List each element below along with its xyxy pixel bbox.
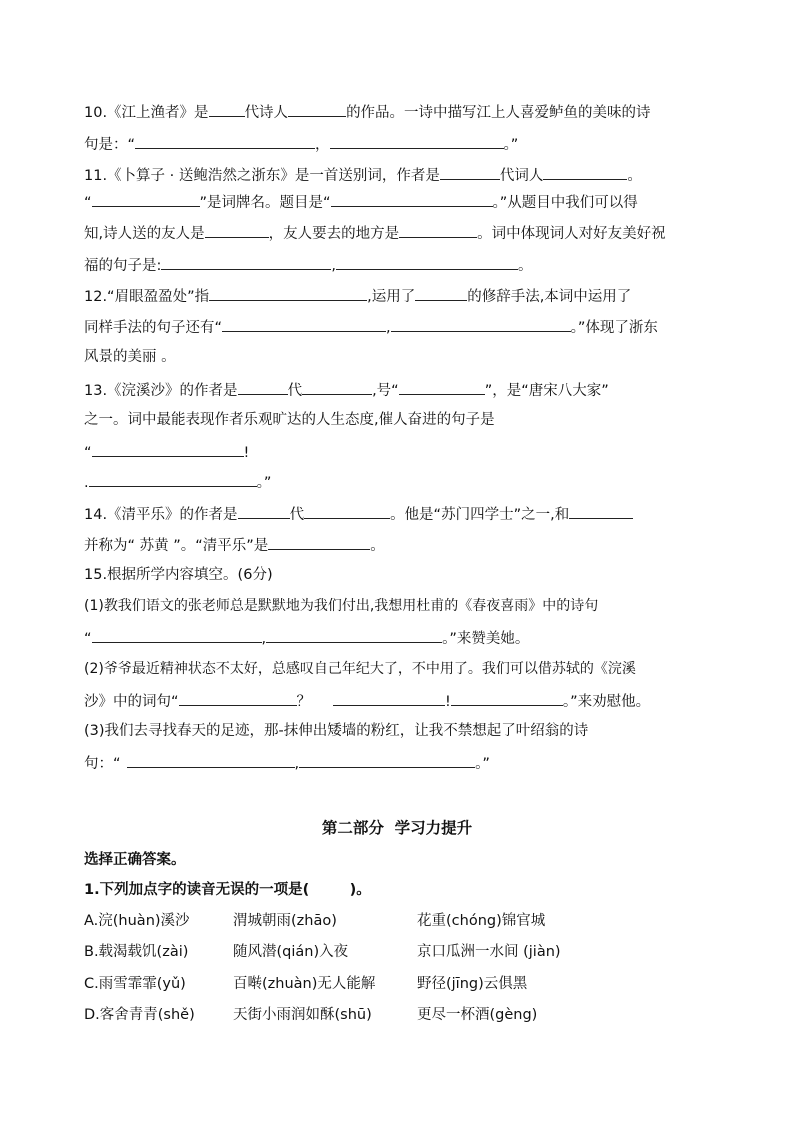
text: 知,诗人送的友人是	[84, 226, 205, 242]
option-b-col-2: 随风潜(qián)入夜	[233, 944, 349, 960]
answer-blank[interactable]	[440, 164, 500, 180]
text: 。”来劝慰他。	[562, 694, 651, 710]
question-15-2-line-2	[84, 690, 724, 712]
text: 并称为“ 苏黄 ”。“清平乐”是	[84, 538, 269, 554]
text: .	[84, 475, 89, 491]
question-15-2-line-1	[84, 659, 724, 679]
text: 代词人	[499, 168, 544, 184]
option-a-col-2: 渭城朝雨(zhāo)	[233, 913, 337, 929]
text: 15.根据所学内容填空。(6分)	[84, 567, 273, 583]
answer-blank[interactable]	[135, 133, 315, 149]
text: ？	[296, 694, 312, 710]
text: 。”	[475, 756, 490, 772]
option-b-col-3: 京口瓜洲一水间 (jiàn)	[417, 944, 561, 960]
question-10-line-1	[84, 101, 724, 123]
answer-blank[interactable]	[569, 503, 633, 519]
text: 的修辞手法,本词中运用了	[467, 289, 632, 305]
text: ,运用了	[367, 289, 416, 305]
answer-blank[interactable]	[205, 222, 269, 238]
text: 。	[518, 258, 533, 274]
question-13-line-1	[84, 379, 724, 401]
text: 。”	[503, 137, 519, 153]
answer-blank[interactable]	[209, 101, 245, 117]
text: 代	[287, 383, 303, 399]
question-12-line-3	[84, 347, 724, 367]
text: 沙》中的词句“	[84, 694, 179, 710]
text: 。”来赞美她。	[442, 631, 530, 647]
answer-blank[interactable]	[391, 316, 571, 332]
text: 11.《卜算子 · 送鲍浩然之浙东》是一首送别词，作者是	[84, 168, 440, 184]
answer-blank[interactable]	[92, 191, 200, 207]
answer-blank[interactable]	[288, 101, 346, 117]
text: ，	[315, 137, 330, 153]
answer-blank[interactable]	[299, 752, 475, 768]
option-d-col-3: 更尽一杯酒(gèng)	[417, 1007, 538, 1023]
answer-blank[interactable]	[451, 690, 563, 706]
text: ”是词牌名。题目是“	[199, 195, 331, 211]
text: 福的句子是:	[84, 258, 162, 274]
text: “	[84, 445, 92, 461]
text: 同样手法的句子还有“	[84, 320, 223, 336]
text: 句是：“	[84, 137, 136, 153]
answer-blank[interactable]	[302, 379, 372, 395]
text: ，友人要去的地方是	[268, 226, 400, 242]
section-instruction: 选择正确答案。	[84, 852, 186, 868]
option-c-col-1[interactable]: C.雨雪霏霏(yǔ)	[84, 976, 186, 992]
text: 。他是“苏门四学士”之一,和	[390, 507, 570, 523]
question-12-line-2	[84, 316, 724, 338]
answer-blank[interactable]	[266, 627, 442, 643]
option-a-col-1[interactable]: A.浣(huàn)溪沙	[84, 913, 190, 929]
answer-blank[interactable]	[209, 285, 367, 301]
question-13-line-3	[84, 441, 724, 463]
answer-blank[interactable]	[304, 503, 390, 519]
answer-blank[interactable]	[161, 254, 331, 270]
answer-blank[interactable]	[89, 471, 257, 487]
answer-blank[interactable]	[399, 379, 485, 395]
answer-blank[interactable]	[331, 191, 493, 207]
answer-blank[interactable]	[330, 133, 504, 149]
text: 13.《浣溪沙》的作者是	[84, 383, 238, 399]
text: ,	[261, 631, 267, 647]
text: 12.“眉眼盈盈处”指	[84, 289, 210, 305]
text: !	[243, 445, 250, 461]
text: 代诗人	[244, 105, 289, 121]
text: ,	[386, 320, 391, 336]
question-1-stem: 1.下列加点字的读音无误的一项是( )。	[84, 882, 371, 898]
text: “	[84, 631, 92, 647]
question-14-line-2	[84, 534, 724, 556]
text: 的作品。一诗中描写江上人喜爱鲈鱼的美味的诗	[346, 105, 651, 121]
answer-blank[interactable]	[543, 164, 627, 180]
question-12-line-1	[84, 285, 724, 307]
question-15-heading	[84, 565, 724, 585]
text: 之一。词中最能表现作者乐观旷达的人生态度,催人奋进的句子是	[84, 412, 495, 428]
answer-blank[interactable]	[268, 534, 370, 550]
answer-blank[interactable]	[336, 254, 518, 270]
text: 10.《江上渔者》是	[84, 105, 209, 121]
question-15-3-line-1	[84, 721, 724, 741]
text: “	[84, 195, 92, 211]
question-13-line-4	[84, 471, 724, 493]
question-13-line-2	[84, 410, 724, 430]
question-11-line-3	[84, 222, 724, 244]
answer-blank[interactable]	[127, 752, 295, 768]
answer-blank[interactable]	[333, 690, 445, 706]
question-11-line-1	[84, 164, 724, 186]
text: 。”从题目中我们可以得	[492, 195, 638, 211]
text: !	[445, 694, 451, 710]
text: ,	[294, 756, 300, 772]
question-10-line-2	[84, 133, 724, 155]
text: (3)我们去寻找春天的足迹，那-抹伸出矮墙的粉红，让我不禁想起了叶绍翁的诗	[84, 723, 589, 739]
text: 。”体现了浙东	[570, 320, 658, 336]
text: (2)爷爷最近精神状态不太好，总感叹自己年纪大了，不中用了。我们可以借苏轼的《浣溪	[84, 661, 636, 677]
text: 14.《清平乐》的作者是	[84, 507, 238, 523]
answer-blank[interactable]	[399, 222, 477, 238]
question-11-line-4	[84, 254, 724, 276]
text: 。	[370, 538, 385, 554]
answer-blank[interactable]	[92, 441, 244, 457]
section-title: 第二部分 学习力提升	[321, 819, 473, 837]
question-14-line-1	[84, 503, 724, 525]
answer-blank[interactable]	[222, 316, 386, 332]
option-b-col-1[interactable]: B.载渴载饥(zài)	[84, 944, 189, 960]
option-a-col-3: 花重(chóng)锦官城	[417, 913, 546, 929]
answer-blank[interactable]	[238, 379, 288, 395]
answer-blank[interactable]	[92, 627, 262, 643]
question-15-3-line-2	[84, 752, 724, 774]
question-11-line-2	[84, 191, 724, 213]
option-c-col-2: 百啭(zhuàn)无人能解	[233, 976, 376, 992]
option-c-col-3: 野径(jīng)云俱黑	[417, 976, 528, 992]
text: 风景的美丽 。	[84, 349, 176, 365]
answer-blank[interactable]	[238, 503, 290, 519]
option-d-col-1[interactable]: D.客舍青青(shě)	[84, 1007, 195, 1023]
question-15-1-line-2	[84, 627, 724, 649]
option-d-col-2: 天街小雨润如酥(shū)	[233, 1007, 372, 1023]
text: ”，是“唐宋八大家”	[484, 383, 609, 399]
text: 句：“	[84, 756, 121, 772]
answer-blank[interactable]	[415, 285, 467, 301]
text: 代	[289, 507, 305, 523]
text: 。词中体现词人对好友美好祝	[477, 226, 666, 242]
text: ,号“	[372, 383, 399, 399]
text: 。”	[256, 475, 272, 491]
answer-blank[interactable]	[179, 690, 297, 706]
text: (1)教我们语文的张老师总是默默地为我们付出,我想用杜甫的《春夜喜雨》中的诗句	[84, 598, 599, 614]
text: 。	[627, 168, 642, 184]
question-15-1-line-1	[84, 596, 724, 616]
text: ,	[331, 258, 336, 274]
